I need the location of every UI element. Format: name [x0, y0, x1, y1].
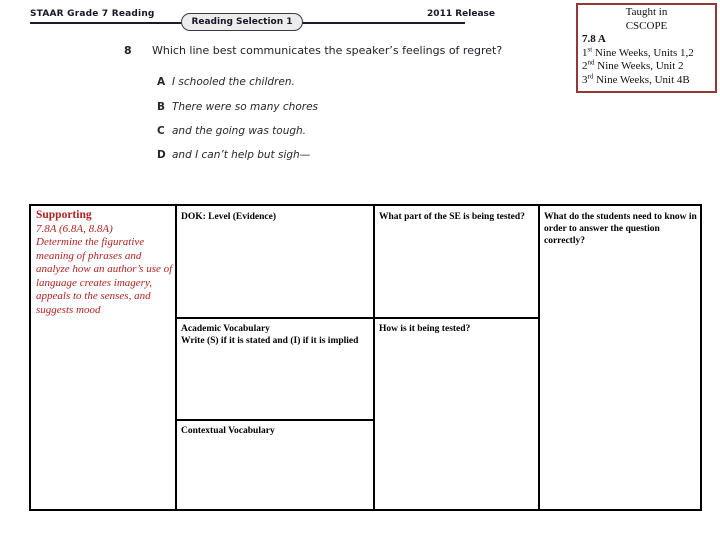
how-tested-question-cell: How is it being tested?	[379, 324, 471, 334]
ordinal-suffix: st	[587, 44, 593, 53]
question-text: Which line best communicates the speaker’s feelings of regret?	[152, 44, 503, 57]
question-analysis-table	[29, 204, 702, 511]
option-text: There were so many chores	[172, 101, 319, 113]
table-row-divider	[175, 419, 375, 421]
cscope-nine-weeks-line	[582, 60, 711, 74]
answer-option-c	[157, 125, 306, 137]
nine-weeks-text: Nine Weeks, Units 1,2	[592, 46, 694, 59]
contextual-vocabulary-cell: Contextual Vocabulary	[181, 426, 275, 436]
answer-option-a	[157, 76, 295, 88]
nine-weeks-text: Nine Weeks, Unit 2	[594, 60, 684, 72]
staar-header-title: STAAR Grade 7 Reading	[30, 9, 155, 19]
answer-option-b	[157, 101, 318, 113]
option-letter: C	[157, 125, 165, 137]
reading-selection-pill	[181, 13, 303, 31]
supporting-standard-cell	[36, 209, 173, 317]
nine-weeks-text: Nine Weeks, Unit 4B	[593, 73, 690, 86]
taught-in-cscope-box	[576, 3, 717, 93]
ordinal-number: 3	[582, 73, 588, 86]
cscope-nine-weeks-line	[582, 71, 711, 88]
table-column-divider	[373, 206, 375, 509]
option-letter: B	[157, 101, 166, 113]
option-text: I schooled the children.	[172, 76, 295, 88]
reading-selection-label: Reading Selection 1	[191, 17, 293, 27]
academic-vocabulary-instruction: Write (S) if it is stated and (I) if it is implied	[181, 336, 359, 346]
academic-vocabulary-heading: Academic Vocabulary	[181, 324, 270, 334]
cscope-standard-code: 7.8 A	[582, 33, 606, 45]
option-text: and I can’t help but sigh—	[172, 149, 311, 161]
ordinal-suffix: rd	[587, 71, 594, 80]
answer-option-d	[157, 149, 310, 161]
question-number: 8	[124, 44, 132, 57]
table-column-divider	[175, 206, 177, 509]
option-letter: A	[157, 76, 166, 88]
table-row-divider	[175, 317, 540, 319]
students-need-to-know-cell: What do the students need to know in order to answer the question correctly?	[544, 212, 697, 246]
supporting-standard-code: 7.8A (6.8A, 8.8A)	[36, 222, 113, 235]
cscope-box-title-line2: CSCOPE	[625, 19, 668, 32]
release-year-label: 2011 Release	[427, 9, 495, 19]
supporting-standard-description: Determine the figurative meaning of phrases and analyze how an author’s use of language creates imagery, appeals to the senses, and suggests mood	[36, 236, 173, 316]
option-text: and the going was tough.	[172, 125, 307, 137]
se-tested-question-cell: What part of the SE is being tested?	[379, 212, 525, 222]
academic-vocabulary-cell	[181, 323, 367, 347]
ordinal-number: 2	[582, 60, 588, 72]
dok-level-cell: DOK: Level (Evidence)	[181, 212, 276, 222]
cscope-nine-weeks-line	[582, 44, 711, 61]
option-letter: D	[157, 149, 166, 161]
ordinal-suffix: nd	[587, 58, 595, 67]
supporting-heading: Supporting	[36, 209, 92, 221]
table-column-divider	[538, 206, 540, 509]
ordinal-number: 1	[582, 46, 588, 59]
cscope-box-title-line1: Taught in	[625, 6, 668, 18]
